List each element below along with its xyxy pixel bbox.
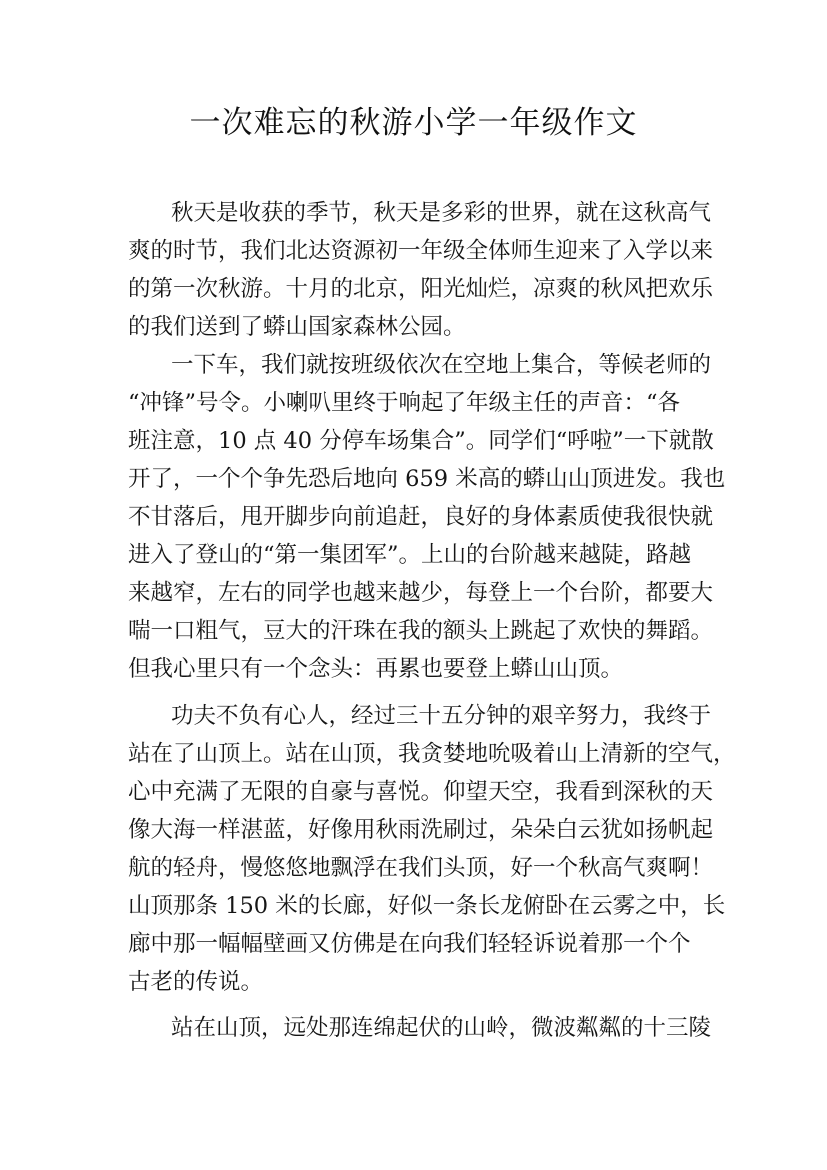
paragraph-line: 班注意，10 点 40 分停车场集合”。同学们“呼啦”一下就散: [128, 428, 714, 454]
paragraph-line: 进入了登山的“第一集团军”。上山的台阶越来越陡，路越: [128, 542, 692, 568]
paragraph-line: 喘一口粗气，豆大的汗珠在我的额头上跳起了欢快的舞蹈。: [128, 618, 714, 644]
paragraph-line: 来越窄，左右的同学也越来越少，每登上一个台阶，都要大: [128, 580, 714, 606]
paragraph-line: 秋天是收获的季节，秋天是多彩的世界，就在这秋高气: [171, 200, 712, 226]
paragraph-line: “冲锋”号令。小喇叭里终于响起了年级主任的声音：“各: [128, 390, 681, 416]
paragraph-line: 但我心里只有一个念头：再累也要登上蟒山山顶。: [128, 656, 624, 682]
paragraph-line: 古老的传说。: [128, 969, 264, 995]
paragraph-line: 站在了山顶上。站在山顶，我贪婪地吮吸着山上清新的空气，: [128, 741, 736, 767]
paragraph-line: 航的轻舟，慢悠悠地飘浮在我们头顶，好一个秋高气爽啊！: [128, 855, 714, 881]
document-title: 一次难忘的秋游小学一年级作文: [189, 105, 638, 141]
paragraph-line: 的第一次秋游。十月的北京，阳光灿烂，凉爽的秋风把欢乐: [128, 276, 714, 302]
paragraph-line: 功夫不负有心人，经过三十五分钟的艰辛努力，我终于: [171, 703, 712, 729]
paragraph-line: 一下车，我们就按班级依次在空地上集合，等候老师的: [171, 352, 712, 378]
paragraph-line: 开了，一个个争先恐后地向 659 米高的蟒山山顶进发。我也: [128, 466, 726, 492]
paragraph-line: 站在山顶，远处那连绵起伏的山岭，微波粼粼的十三陵: [171, 1015, 712, 1041]
paragraph-line: 廊中那一幅幅壁画又仿佛是在向我们轻轻诉说着那一个个: [128, 931, 691, 957]
paragraph-line: 心中充满了无限的自豪与喜悦。仰望天空，我看到深秋的天: [128, 779, 714, 805]
paragraph-line: 不甘落后，甩开脚步向前追赶，良好的身体素质使我很快就: [128, 504, 714, 530]
paragraph-line: 的我们送到了蟒山国家森林公园。: [128, 314, 466, 340]
paragraph-line: 山顶那条 150 米的长廊，好似一条长龙俯卧在云雾之中，长: [128, 893, 726, 919]
paragraph-line: 像大海一样湛蓝，好像用秋雨洗刷过，朵朵白云犹如扬帆起: [128, 817, 714, 843]
paragraph-line: 爽的时节，我们北达资源初一年级全体师生迎来了入学以来: [128, 238, 714, 264]
